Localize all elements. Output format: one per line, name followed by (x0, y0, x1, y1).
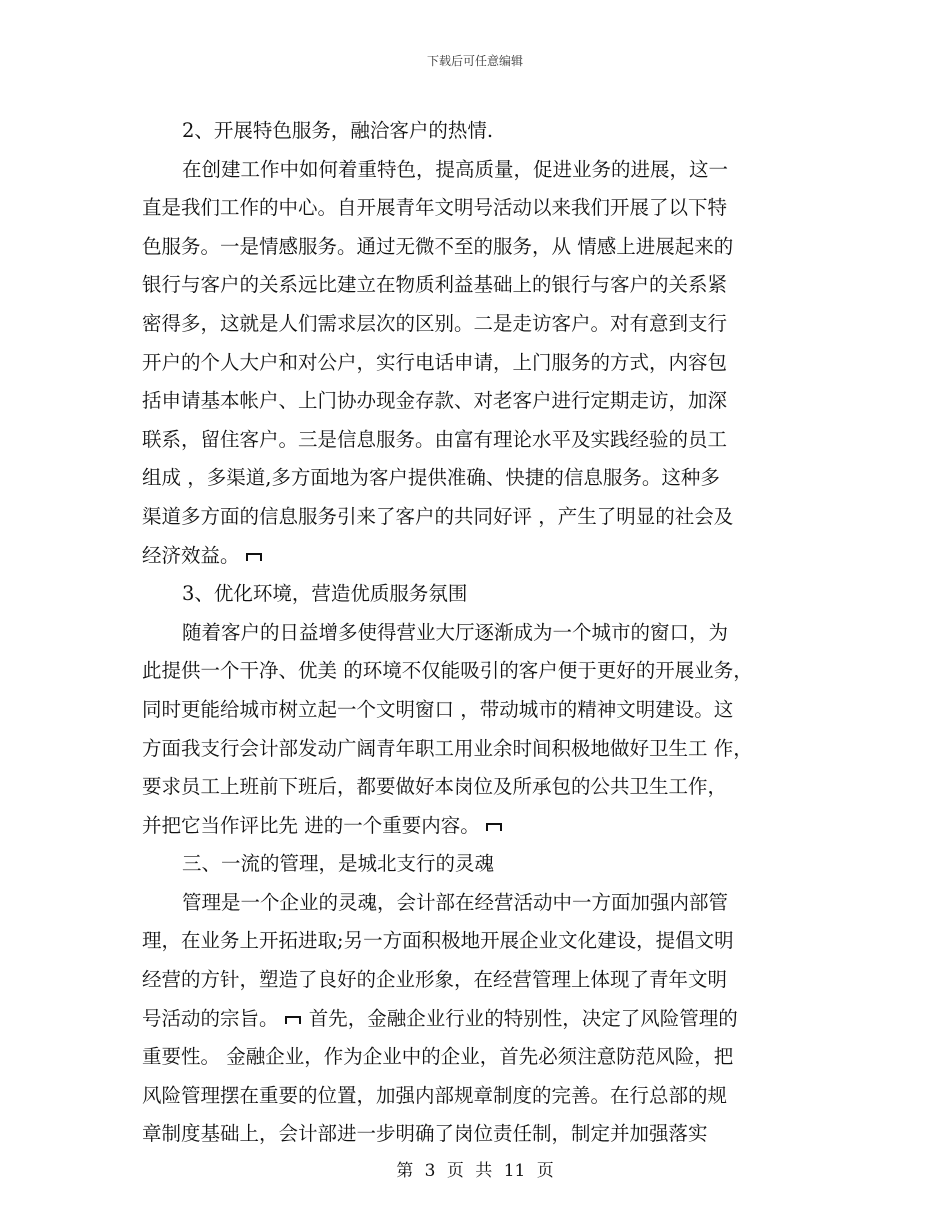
line-text: 联系，留住客户。三是信息服务。由富有理论水平及实践经验的员工 (142, 427, 728, 451)
text-line (142, 575, 822, 614)
line-text: 方面我支行会计部发动广阔青年职工用业余时间积极地做好卫生工 作， (142, 736, 753, 760)
line-text: 随着客户的日益增多使得营业大厅逐渐成为一个城市的窗口，为 (182, 620, 729, 644)
text-line (142, 691, 822, 730)
line-text: 三、一流的管理，是城北支行的灵魂 (182, 852, 495, 876)
text-line (142, 305, 822, 344)
line-text: 重要性。 金融企业，作为企业中的企业，首先必须注意防范风险，把 (142, 1045, 734, 1069)
line-text: 要求员工上班前下班后，都要做好本岗位及所承包的公共卫生工作， (142, 775, 728, 799)
text-line (142, 266, 822, 305)
text-line (142, 845, 822, 884)
line-text: 2、开展特色服务，融洽客户的热情. (182, 119, 494, 142)
line-text: 同时更能给城市树立起一个文明窗口 ，带动城市的精神文明建设。这 (142, 697, 734, 721)
text-line (142, 1000, 822, 1039)
text-line (142, 421, 822, 460)
text-line (142, 112, 822, 151)
line-text: 理，在业务上开拓进取;另一方面积极地开展企业文化建设，提倡文明 (142, 929, 734, 953)
line-text: 括申请基本帐户、上门协办现金存款、对老客户进行定期走访，加深 (142, 389, 728, 413)
line-text: 银行与客户的关系远比建立在物质利益基础上的银行与客户的关系紧 (142, 273, 728, 297)
text-line (142, 344, 822, 383)
line-text: 此提供一个干净、优美 的环境不仅能吸引的客户便于更好的开展业务， (142, 659, 753, 683)
page-header: 下载后可任意编辑 (426, 54, 523, 68)
text-line (142, 1077, 822, 1116)
line-text: 色服务。一是情感服务。通过无微不至的服务，从 情感上进展起来的 (142, 234, 734, 258)
line-text-continued: 首先，金融企业行业的特别性，决定了风险管理的 (302, 1006, 738, 1030)
document-body (142, 112, 822, 1154)
text-line (142, 768, 822, 807)
text-line (142, 1115, 822, 1154)
text-line (142, 382, 822, 421)
text-line (142, 922, 822, 961)
line-text: 组成 ，多渠道,多方面地为客户提供准确、快捷的信息服务。这种多 (142, 466, 720, 490)
text-line (142, 730, 822, 769)
text-line (142, 189, 822, 228)
line-text: 管理是一个企业的灵魂，会计部在经营活动中一方面加强内部管 (182, 890, 729, 914)
text-line (142, 807, 822, 846)
line-text: 渠道多方面的信息服务引来了客户的共同好评 ，产生了明显的社会及 (142, 504, 734, 528)
line-text: 直是我们工作的中心。自开展青年文明号活动以来我们开展了以下特 (142, 196, 728, 220)
line-text: 经营的方针，塑造了良好的企业形象，在经营管理上体现了青年文明 (142, 968, 728, 992)
paragraph-return-icon (244, 551, 264, 561)
line-text: 在创建工作中如何着重特色，提高质量，促进业务的进展，这一 (182, 157, 729, 181)
paragraph-return-icon (484, 821, 504, 831)
text-line (142, 1038, 822, 1077)
line-text: 3、优化环境，营造优质服务氛围 (182, 582, 468, 606)
line-text: 密得多，这就是人们需求层次的区别。二是走访客户。对有意到支行 (142, 311, 728, 335)
text-line (142, 498, 822, 537)
text-line (142, 614, 822, 653)
paragraph-return-icon (283, 1014, 303, 1024)
text-line (142, 652, 822, 691)
line-text: 风险管理摆在重要的位置，加强内部规章制度的完善。在行总部的规 (142, 1083, 728, 1107)
text-line (142, 537, 822, 576)
line-text: 号活动的宗旨。 (142, 1006, 279, 1030)
text-line (142, 884, 822, 923)
line-text: 并把它当作评比先 进的一个重要内容。 (142, 813, 480, 837)
line-text: 章制度基础上，会计部进一步明确了岗位责任制，制定并加强落实 (142, 1122, 708, 1146)
text-line (142, 228, 822, 267)
text-line (142, 151, 822, 190)
line-text: 开户的个人大户和对公户，实行电话申请，上门服务的方式，内容包 (142, 350, 728, 374)
page-footer: 第 3 页 共 11 页 (396, 1161, 554, 1181)
text-line (142, 961, 822, 1000)
text-line (142, 459, 822, 498)
line-text: 经济效益。 (142, 543, 240, 567)
